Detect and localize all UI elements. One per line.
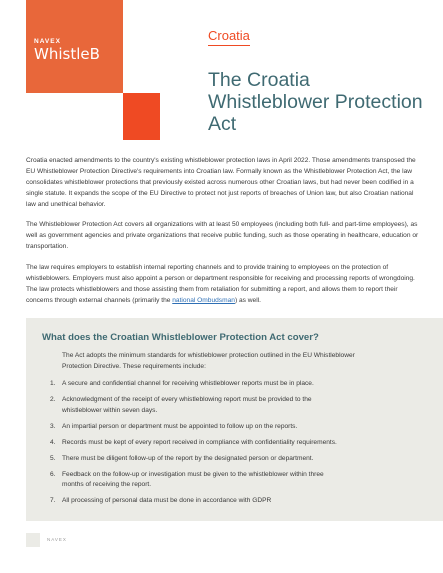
requirements-list xyxy=(50,379,430,512)
list-item-text: Acknowledgment of the receipt of every whistleblowing report must be provided to the whistleblower within seven days. xyxy=(62,396,312,414)
requirements-text-end: ) as well. xyxy=(234,297,261,304)
decorative-accent-square xyxy=(123,93,160,140)
list-item-text: A secure and confidential channel for receiving whistleblower reports must be in place. xyxy=(62,380,314,387)
requirements-paragraph xyxy=(26,262,420,306)
list-item-number: 2. xyxy=(50,396,56,403)
ombudsman-link[interactable]: national Ombudsman xyxy=(172,297,235,304)
list-item-number: 7. xyxy=(50,497,56,504)
list-item-text: Records must be kept of every report received in compliance with confidentiality requirements. xyxy=(62,438,337,446)
footer-brand: NAVEX xyxy=(47,537,67,542)
cover-section xyxy=(26,318,443,521)
country-label: Croatia xyxy=(208,28,250,46)
coverage-paragraph: The Whistleblower Protection Act covers all organizations with at least 50 employees (including both full- and part-time employees), as well as government agencies and private organizations that receive public funding, such as those operating in healthcare, education or transportation. xyxy=(26,221,419,250)
list-item xyxy=(50,438,430,449)
list-item xyxy=(50,470,430,491)
page-title: The Croatia Whistleblower Protection Act xyxy=(208,69,423,135)
intro-paragraph: Croatia enacted amendments to the country's existing whistleblower protection laws in April 2022. Those amendments transposed the EU Whistleblower Protection Directive's requirements into Croatian law. Formally known as the Whistleblower Protection Act, the law consolidates whistleblower protections that previously existed across numerous other Croatian laws, but had never been codified in a single statute. It expands the scope of the EU Directive to protect not just reports of breaches of Union law, but also Croatian national law and unethical behavior. xyxy=(26,157,416,208)
cover-heading: What does the Croatian Whistleblower Protection Act cover? xyxy=(42,332,319,343)
list-item xyxy=(50,379,430,390)
requirements-text-start: The law requires employers to establish internal reporting channels and to provide training to employees on the protection of whistleblowers. Employers must also appoint a person or department responsible for receiving and processing reports of wrongdoing. The law protects whistleblowers and those assisting them from retaliation for submitting a report, and allows them to report their concerns through external channels (primarily the xyxy=(26,264,415,304)
list-item-number: 4. xyxy=(50,438,56,446)
list-item-text: All processing of personal data must be done in accordance with GDPR xyxy=(62,497,272,504)
whistleb-logo-block xyxy=(26,0,123,93)
list-item-text: There must be diligent follow-up of the report by the designated person or department. xyxy=(62,454,314,462)
list-item-text: Feedback on the follow-up or investigation must be given to the whistleblower within three months of receiving the report. xyxy=(62,470,324,488)
footer-decoration-square xyxy=(26,533,40,547)
list-item-number: 1. xyxy=(50,380,56,387)
list-item xyxy=(50,422,430,433)
list-item-number: 5. xyxy=(50,454,56,462)
list-item-number: 3. xyxy=(50,422,56,430)
list-item xyxy=(50,395,430,416)
list-item-number: 6. xyxy=(50,470,56,478)
cover-intro: The Act adopts the minimum standards for whistleblower protection outlined in the EU Whistleblower Protection Directive. These requirements include: xyxy=(62,352,355,370)
logo-navex-text: NAVEX xyxy=(34,38,61,45)
logo-whistleb-text: WhistleB xyxy=(34,45,100,63)
list-item-text: An impartial person or department must be appointed to follow up on the reports. xyxy=(62,422,298,430)
list-item xyxy=(50,496,430,507)
list-item xyxy=(50,454,430,465)
